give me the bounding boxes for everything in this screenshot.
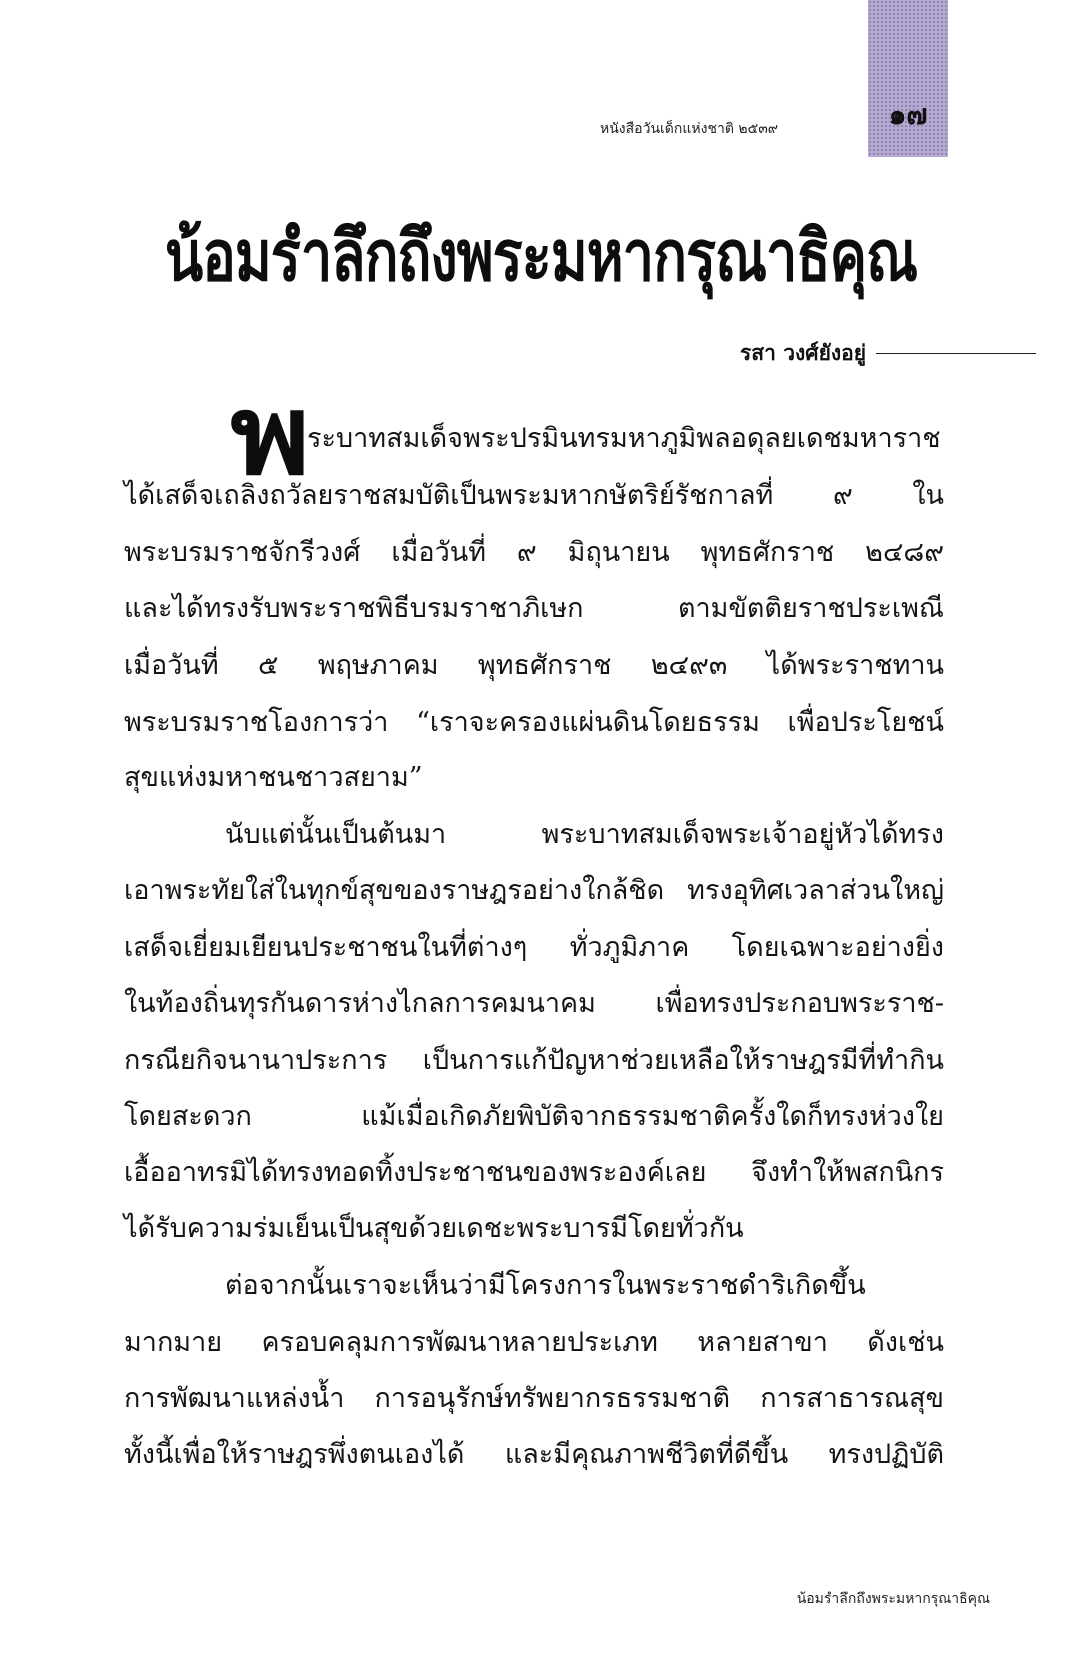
text-line: ทั้งนี้เพื่อให้ราษฎรพึ่งตนเองได้ และมีคุณภาพชีวิตที่ดีขึ้น ทรงปฏิบัติ bbox=[124, 1439, 944, 1470]
text-line: และได้ทรงรับพระราชพิธีบรมราชาภิเษก ตามขัตติยราชประเพณี bbox=[124, 593, 944, 624]
text-line: ได้รับความร่มเย็นเป็นสุขด้วยเดชะพระบารมีโดยทั่วกัน bbox=[124, 1213, 744, 1244]
text-line: นับแต่นั้นเป็นต้นมา พระบาทสมเด็จพระเจ้าอยู่หัวได้ทรง bbox=[225, 819, 944, 850]
text-line: พระบรมราชจักรีวงศ์ เมื่อวันที่ ๙ มิถุนายน พุทธศักราช ๒๔๘๙ bbox=[124, 537, 944, 568]
text-line: ระบาทสมเด็จพระปรมินทรมหาภูมิพลอดุลยเดชมหาราช bbox=[307, 423, 941, 454]
text-line: เสด็จเยี่ยมเยียนประชาชนในที่ต่างๆ ทั่วภูมิภาค โดยเฉพาะอย่างยิ่ง bbox=[124, 932, 944, 963]
text-line: เมื่อวันที่ ๕ พฤษภาคม พุทธศักราช ๒๔๙๓ ได้พระราชทาน bbox=[124, 650, 944, 681]
text-line: ในท้องถิ่นทุรกันดารห่างไกลการคมนาคม เพื่อทรงประกอบพระราช- bbox=[124, 988, 944, 1019]
running-header: หนังสือวันเด็กแห่งชาติ ๒๕๓๙ bbox=[600, 121, 779, 137]
text-line: มากมาย ครอบคลุมการพัฒนาหลายประเภท หลายสาขา ดังเช่น bbox=[124, 1327, 944, 1358]
text-line: เอาพระทัยใส่ในทุกข์สุขของราษฎรอย่างใกล้ชิด ทรงอุทิศเวลาส่วนใหญ่ bbox=[124, 875, 944, 906]
drop-cap: พ bbox=[230, 371, 311, 499]
text-line: การพัฒนาแหล่งน้ำ การอนุรักษ์ทรัพยากรธรรมชาติ การสาธารณสุข bbox=[124, 1383, 944, 1414]
author-name: รสา วงศ์ยังอยู่ bbox=[740, 341, 867, 365]
running-footer: น้อมรำลึกถึงพระมหากรุณาธิคุณ bbox=[796, 1591, 990, 1607]
page-number-tab bbox=[868, 0, 948, 157]
text-line: กรณียกิจนานาประการ เป็นการแก้ปัญหาช่วยเหลือให้ราษฎรมีที่ทำกิน bbox=[124, 1045, 944, 1076]
text-line: ได้เสด็จเถลิงถวัลยราชสมบัติเป็นพระมหากษัตริย์รัชกาลที่ ๙ ใน bbox=[124, 480, 944, 511]
article-title: น้อมรำลึกถึงพระมหากรุณาธิคุณ bbox=[164, 216, 918, 298]
text-line: โดยสะดวก แม้เมื่อเกิดภัยพิบัติจากธรรมชาติครั้งใดก็ทรงห่วงใย bbox=[124, 1101, 944, 1132]
text-line: พระบรมราชโองการว่า “เราจะครองแผ่นดินโดยธรรม เพื่อประโยชน์ bbox=[124, 707, 944, 738]
text-line: เอื้ออาทรมิได้ทรงทอดทิ้งประชาชนของพระองค์เลย จึงทำให้พสกนิกร bbox=[124, 1157, 944, 1188]
byline-rule bbox=[876, 353, 1036, 354]
page-number: ๑๗ bbox=[888, 98, 928, 131]
text-line: ต่อจากนั้นเราจะเห็นว่ามีโครงการในพระราชดำริเกิดขึ้น bbox=[225, 1270, 866, 1301]
text-line: สุขแห่งมหาชนชาวสยาม” bbox=[124, 762, 423, 793]
byline-row bbox=[740, 337, 1036, 370]
